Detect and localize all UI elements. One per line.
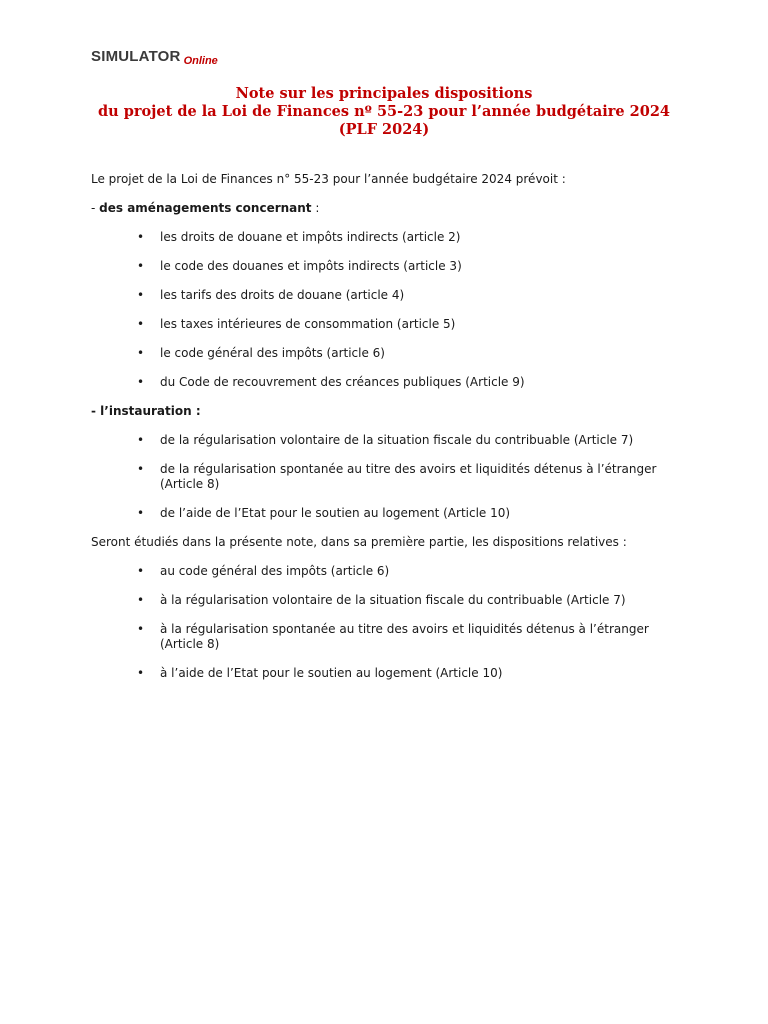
list-item <box>91 666 681 681</box>
list-item <box>91 288 681 303</box>
list-item-text: à l’aide de l’Etat pour le soutien au logement (Article 10) <box>160 666 503 680</box>
instauration-list <box>91 433 681 521</box>
list-item-text: au code général des impôts (article 6) <box>160 564 390 578</box>
section-heading-amenagements <box>91 201 681 216</box>
section-heading-text: des aménagements concernant <box>99 201 312 215</box>
amenagements-list <box>91 230 681 390</box>
bullet-icon: • <box>137 317 145 331</box>
section-heading-suffix: : <box>311 201 320 215</box>
document-title <box>0 85 768 139</box>
title-line-2: du projet de la Loi de Finances nº 55-23 pour l’année budgétaire 2024 <box>97 103 671 120</box>
bullet-icon: • <box>137 288 145 302</box>
bullet-icon: • <box>137 506 145 520</box>
bullet-icon: • <box>137 346 145 360</box>
document-body <box>91 172 681 695</box>
brand-suffix: Online <box>183 55 218 67</box>
list-item-text: les taxes intérieures de consommation (article 5) <box>160 317 456 331</box>
intro-paragraph: Le projet de la Loi de Finances n° 55-23 pour l’année budgétaire 2024 prévoit : <box>91 172 566 186</box>
list-item <box>91 462 681 492</box>
bullet-icon: • <box>137 433 145 447</box>
bullet-icon: • <box>137 375 145 389</box>
bullet-icon: • <box>137 666 145 680</box>
list-item <box>91 433 681 448</box>
part-one-list <box>91 564 681 681</box>
part-one-intro: Seront étudiés dans la présente note, dans sa première partie, les dispositions relatives : <box>91 535 627 549</box>
title-line-1: Note sur les principales dispositions <box>235 85 533 102</box>
list-item-text: les tarifs des droits de douane (article 4) <box>160 288 405 302</box>
bullet-icon: • <box>137 564 145 578</box>
bullet-icon: • <box>137 462 145 476</box>
bullet-icon: • <box>137 593 145 607</box>
section-heading-instauration <box>91 404 681 419</box>
list-item <box>91 506 681 521</box>
list-item-text: à la régularisation volontaire de la situation fiscale du contribuable (Article 7) <box>160 593 626 607</box>
list-item <box>91 259 681 274</box>
bullet-icon: • <box>137 259 145 273</box>
list-item-text: de la régularisation volontaire de la situation fiscale du contribuable (Article 7) <box>160 433 634 447</box>
list-item-text: de l’aide de l’Etat pour le soutien au logement (Article 10) <box>160 506 511 520</box>
bullet-icon: • <box>137 622 145 636</box>
list-item-text: à la régularisation spontanée au titre des avoirs et liquidités détenus à l’étranger (Article 8) <box>160 622 649 651</box>
list-item-text: les droits de douane et impôts indirects (article 2) <box>160 230 461 244</box>
list-item-text: de la régularisation spontanée au titre des avoirs et liquidités détenus à l’étranger (Article 8) <box>160 462 657 491</box>
brand-logo <box>91 46 218 65</box>
list-item <box>91 593 681 608</box>
title-line-3: (PLF 2024) <box>338 121 430 138</box>
brand-name: SIMULATOR <box>91 48 181 65</box>
list-item <box>91 230 681 245</box>
list-item <box>91 346 681 361</box>
list-item <box>91 622 681 652</box>
list-item-text: du Code de recouvrement des créances publiques (Article 9) <box>160 375 525 389</box>
list-item-text: le code des douanes et impôts indirects (article 3) <box>160 259 462 273</box>
list-item <box>91 375 681 390</box>
bullet-icon: • <box>137 230 145 244</box>
section-heading-text: - l’instauration : <box>91 404 201 418</box>
list-item <box>91 564 681 579</box>
section-dash: - <box>91 201 100 215</box>
list-item-text: le code général des impôts (article 6) <box>160 346 385 360</box>
list-item <box>91 317 681 332</box>
